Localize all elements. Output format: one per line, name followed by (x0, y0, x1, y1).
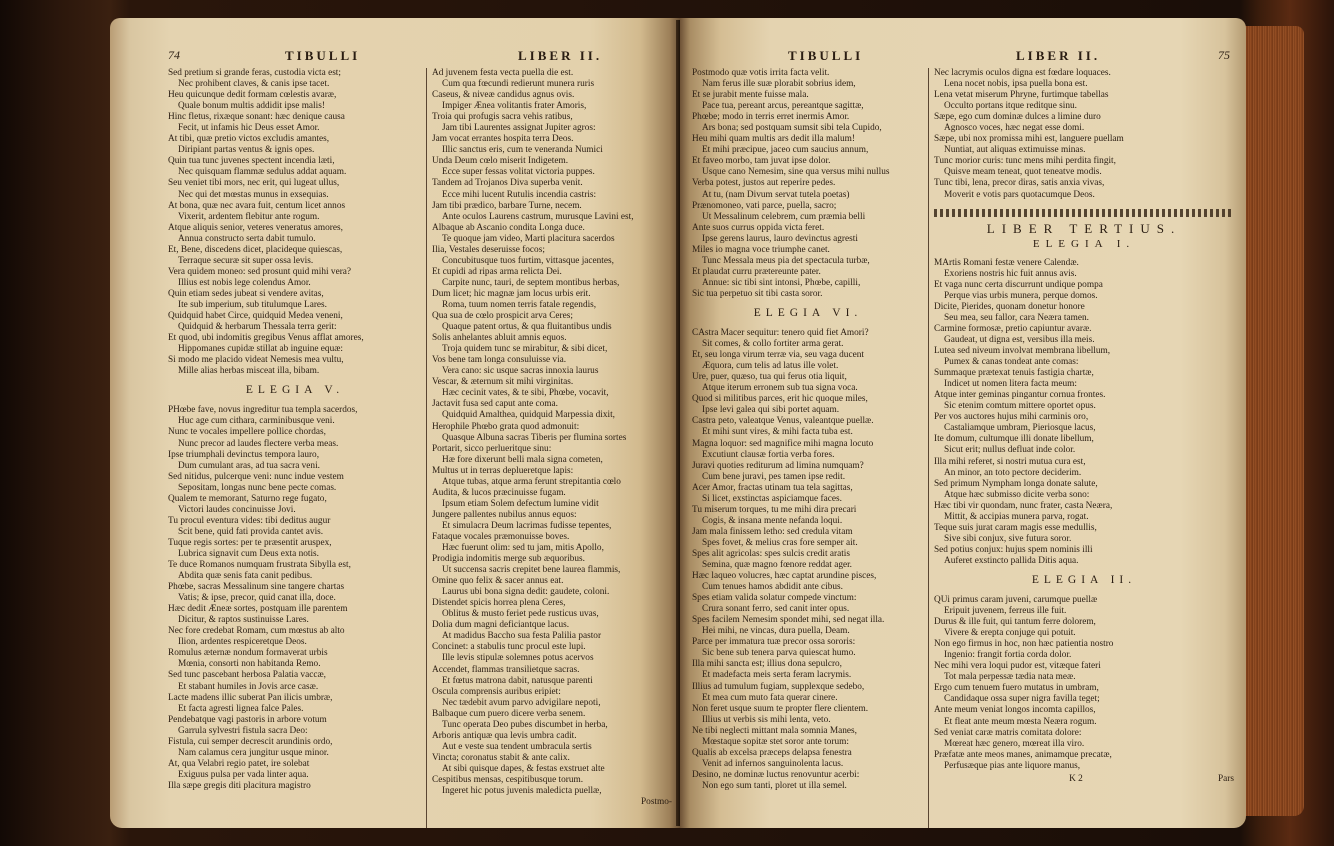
verse-line: Caseus, & niveæ candidus agnus ovis. (432, 90, 575, 101)
verse-line: Nec tædebit avum parvo advigilare nepoti, (442, 697, 601, 708)
verse-line: Te quoque jam video, Marti placitura sacerdos (442, 233, 615, 244)
verse-line: Ne tibi neglecti mittant mala somnia Manes, (692, 725, 857, 736)
verse-line: Nunc te vocales impellere pollice chordas, (168, 427, 326, 438)
verse-line: Eripuit juvenem, ferreus ille fuit. (944, 606, 1067, 617)
verse-line: Scit bene, quid fati provida cantet avis. (178, 526, 324, 537)
running-head-tibulli-left: TIBULLI (285, 48, 361, 63)
verse-line: Jam tibi prædico, barbare Turne, necem. (432, 200, 582, 211)
verse-line: Quod si militibus parces, erit hic quoque miles, (692, 394, 868, 405)
verse-line: Heu quicunque dedit formam cœlestis avaræ, (168, 90, 337, 101)
verse-line: Magna loquor: sed magnifice mihi magna locuto (692, 438, 874, 449)
verse-line: Ergo cum tenuem fuero mutatus in umbram, (934, 683, 1099, 694)
verse-line: Miles io magna voce triumphe canet. (692, 244, 830, 255)
verse-line: Albaque ab Ascanio condita Longa duce. (432, 222, 585, 233)
verse-line: Spes alit agricolas: spes sulcis credit aratis (692, 548, 851, 559)
verse-line: Ut Messalinum celebrem, cum præmia belli (702, 211, 866, 222)
verse-line: Fecit, ut infamis hic Deus esset Amor. (178, 123, 320, 134)
verse-line: An minor, an toto pectore deciderim. (944, 467, 1082, 478)
verse-line: Durus & ille fuit, qui tantum ferre dolorem, (934, 617, 1096, 628)
elegia-1-title: ELEGIA I. (1032, 237, 1136, 250)
verse-line: Atque aliquis senior, veteres veneratus amores, (168, 222, 343, 233)
verse-line: Et se jurabit mente fuisse mala. (692, 90, 809, 101)
verse-line: Te duce Romanos numquam frustrata Sibylla est, (168, 560, 351, 571)
verse-line: Vincta; coronatus stabit & ante calix. (432, 752, 570, 763)
verse-line: Ipsum etiam Solem defectum lumine vidit (442, 498, 599, 509)
verse-line: Fataque vocales præmonuisse boves. (432, 531, 570, 542)
page-number-left: 74 (168, 48, 180, 62)
verse-line: Illius ad tumulum fugiam, supplexque sedebo, (692, 681, 865, 692)
verse-line: Vescar, & æternum sit mihi virginitas. (432, 377, 574, 388)
verse-line: QUi primus caram juveni, carumque puellæ (934, 595, 1098, 606)
verse-line: Ante oculos Laurens castrum, murusque Lavini est, (442, 211, 634, 222)
verse-line: Tot mala perpessæ tædia nata meæ. (944, 672, 1076, 683)
verse-line: Et fœtus matrona dabit, natusque parenti (442, 675, 593, 686)
verse-line: Et plaudat curru prætereunte pater. (692, 266, 821, 277)
verse-line: Sed nitidus, pulcerque veni: nunc indue vestem (168, 471, 344, 482)
verse-line: Nec quisquam flammæ sedulus addat aquam. (178, 167, 347, 178)
verse-line: Balbaque cum puero dicere verba senem. (432, 708, 586, 719)
verse-line: Sic bene sub tenera parva quiescat humo. (702, 648, 856, 659)
ornament-band (934, 209, 1234, 217)
verse-line: Lena nocet nobis, ipsa puella bona est. (944, 79, 1088, 90)
verse-line: Qualem te memorant, Saturno rege fugato, (168, 493, 327, 504)
signature-mark: K 2 (1069, 773, 1083, 784)
verse-line: Nam ferus ille suæ plorabit sobrius idem, (702, 79, 856, 90)
verse-line: Indicet ut nomen litera facta meum: (944, 379, 1077, 390)
verse-line: MArtis Romani festæ venere Calendæ. (934, 257, 1079, 268)
verse-line: Hippomanes cupidæ stillat ab inguine equæ: (178, 344, 343, 355)
verse-line: Vos bene tam longa consuluisse via. (432, 355, 567, 366)
verse-line: Sæpe, ego cum dominæ dulces a limine duro (934, 112, 1101, 123)
verse-line: Ilia, Vestales deseruisse focos; (432, 244, 545, 255)
verse-line: Lena vetat miserum Phryne, furtimque tabellas (934, 90, 1109, 101)
verse-line: Hæc laqueo volucres, hæc captat arundine pisces, (692, 571, 877, 582)
verse-line: Sed pretium si grande feras, custodia victa est; (168, 68, 341, 78)
verse-line: Vatis; & ipse, precor, quid canat illa, doce. (178, 593, 336, 604)
verse-line: Pendebatque vagi pastoris in arbore votum (168, 714, 327, 725)
verse-line: Ars bona; sed postquam sumsit sibi tela Cupido, (702, 123, 882, 134)
verse-line: Perque vias urbis munera, perque domos. (944, 290, 1098, 301)
verse-line: Hæc cecinit vates, & te sibi, Phœbe, vocavit, (442, 388, 609, 399)
verse-line: Sed veniat caræ matris comitata dolore: (934, 727, 1082, 738)
verse-line: Ite domum, cultumque illi donate libellum, (934, 434, 1094, 445)
verse-line: Ante suos currus oppida victa feret. (692, 222, 825, 233)
verse-line: Cogis, & insana mente nefanda loqui. (702, 515, 843, 526)
verse-line: Mœstaque sopitæ stet soror ante torum: (702, 736, 849, 747)
verse-line: Nam calamus cera jungitur usque minor. (178, 747, 329, 758)
verse-line: Abdita quæ senis fata canit pedibus. (178, 571, 313, 582)
verse-line: Laurus ubi bona signa dedit: gaudete, coloni. (442, 587, 610, 598)
verse-line: Sic tua perpetuo sit tibi casta soror. (692, 288, 823, 299)
verse-line: Æquora, cum telis ad latus ille volet. (702, 361, 839, 372)
verse-line: Ecce mihi lucent Rutulis incendia castris: (442, 189, 597, 200)
right-page (680, 18, 1246, 828)
verse-line: Et quod, ubi indomitis gregibus Venus afflat amores, (168, 333, 364, 344)
verse-line: Vixerit, ardentem flebitur ante rogum. (178, 211, 320, 222)
verse-line: Ecce super fessas volitat victoria puppes. (442, 167, 595, 178)
verse-line: Non feret usque suum te propter flere clientem. (692, 703, 869, 714)
verse-line: Cum qua fœcundi redierunt munera ruris (442, 79, 595, 90)
verse-line: Spes facilem Nemesim spondet mihi, sed negat illa. (692, 615, 885, 626)
verse-line: Et faveo morbo, tam juvat ipse dolor. (692, 156, 831, 167)
verse-line: Atque inter geminas pingantur cornua frontes. (934, 390, 1106, 401)
verse-line: Tandem ad Trojanos Diva superba venit. (432, 178, 583, 189)
verse-line: Atque hæc submisso dicite verba sono: (944, 489, 1090, 500)
verse-line: Cum bene juravi, pes tamen ipse redit. (702, 471, 846, 482)
verse-line: Per vos auctores hujus mihi carminis oro, (934, 412, 1089, 423)
verse-line: Troia qui profugis sacra vehis ratibus, (432, 112, 573, 123)
verse-line: Nec prohibent claves, & canis ipse tacet. (178, 79, 330, 90)
verse-line: Jactavit fusa sed caput ante coma. (432, 399, 558, 410)
verse-line: Impiger Ænea volitantis frater Amoris, (442, 101, 587, 112)
verse-line: Sic etenim comtum mittere oportet opus. (944, 401, 1096, 412)
verse-line: Exiguus pulsa per vada linter aqua. (178, 769, 309, 780)
verse-line: Nunc precor ad laudes flectere verba meas. (178, 438, 339, 449)
verse-line: Excutiunt clausæ fortia verba fores. (702, 449, 835, 460)
verse-line: Tu procul eventura vides: tibi deditus augur (168, 515, 331, 526)
verse-line: Auferet exstincto pallida Ditis aqua. (944, 555, 1079, 566)
verse-line: Carmine formosæ, pretio capiuntur avaræ. (934, 323, 1092, 334)
verse-line: Lacte madens illic suberat Pan ilicis umbræ, (168, 692, 333, 703)
left-page (110, 18, 680, 828)
verse-line: Et mihi præcipue, jaceo cum saucius annum, (702, 145, 869, 156)
verse-line: At madidus Baccho sua festa Palilia pastor (442, 631, 602, 642)
verse-line: Qua sua de cœlo prospicit arva Ceres; (432, 311, 573, 322)
verse-line: Hæc fuerunt olim: sed tu jam, mitis Apollo, (442, 543, 604, 554)
verse-line: Quin etiam sedes jubeat si vendere avitas, (168, 288, 324, 299)
verse-line: Garrula sylvestri fistula sacra Deo: (178, 725, 308, 736)
verse-line: Illa mihi referet, si nostri mutua cura est, (934, 456, 1086, 467)
verse-line: Verba potest, justos aut reperire pedes. (692, 178, 836, 189)
verse-line: Parce per immatura tuæ precor ossa sororis: (692, 637, 856, 648)
verse-line: Candidaque ossa super nigra favilla teget; (944, 694, 1100, 705)
verse-line: Ure, puer, quæso, tua qui ferus otia liquit, (692, 372, 847, 383)
verse-line: Audita, & lucos præcinuisse fugam. (432, 487, 566, 498)
verse-line: Jam vocat errantes hospita terra Deos. (432, 134, 574, 145)
verse-line: Desino, ne dominæ luctus renovuntur acerbi: (692, 769, 860, 780)
verse-line: Quaque patent ortus, & qua fluitantibus undis (442, 322, 612, 333)
verse-line: Distendet spicis horrea plena Ceres, (432, 598, 566, 609)
verse-line: Quidquid habet Circe, quidquid Medea veneni, (168, 311, 343, 322)
verse-line: Exoriens nostris hic fuit annus avis. (944, 268, 1077, 279)
verse-line: Atque iterum erronem sub tua signa voca. (702, 383, 858, 394)
verse-line: Arboris antiquæ qua levis umbra cadit. (432, 730, 577, 741)
verse-line: Occulto portans itque reditque sinu. (944, 101, 1077, 112)
verse-line: Dolia dum magni deficiantque lacus. (432, 620, 570, 631)
verse-line: Spes etiam valida solatur compede vinctum: (692, 593, 857, 604)
verse-line: At tu, (nam Divum servat tutela poetas) (702, 189, 850, 200)
elegia-5-title: ELEGIA V. (245, 384, 345, 397)
verse-line: Terraque securæ sit super ossa levis. (178, 255, 314, 266)
verse-line: Sed tunc pascebant herbosa Palatia vaccæ, (168, 670, 326, 681)
verse-line: Ille levis stipulæ solemnes potus acervos (442, 653, 594, 664)
verse-line: Troja quidem tunc se mirabitur, & sibi dicet, (442, 344, 608, 355)
verse-line: Concubitusque tuos furtim, vittasque jacentes, (442, 255, 614, 266)
verse-line: Illa mihi sancta est; illius dona sepulcro, (692, 659, 843, 670)
verse-line: Et, Bene, discedens dicet, placideque quiescas, (168, 244, 343, 255)
verse-line: Herophile Phœbo grata quod admonuit: (432, 421, 580, 432)
verse-line: Et simulacra Deum lacrimas fudisse tepentes, (442, 520, 612, 531)
verse-line: Dum cumulant aras, ad tua sacra veni. (178, 460, 320, 471)
catchword-left: Postmo- (641, 797, 672, 808)
verse-line: Quidquid & herbarum Thessala terra gerit: (178, 322, 337, 333)
page-number-right: 75 (1218, 48, 1230, 62)
verse-line: Mœnia, consorti non habitanda Remo. (178, 659, 321, 670)
verse-line: Pumex & canas tondeat ante comas: (944, 357, 1079, 368)
verse-line: Prænomoneo, vati parce, puella, sacro; (692, 200, 837, 211)
verse-line: Pace tua, pereant arcus, pereantque sagittæ, (702, 101, 864, 112)
verse-line: Et cupidi ad ripas arma relicta Dei. (432, 266, 562, 277)
verse-line: Oblitus & musto feriet pede rusticus uvas, (442, 609, 599, 620)
verse-line: Ante meum veniat longos incomta capillos, (934, 705, 1096, 716)
verse-line: Dicitur, & raptos sustinuisse Lares. (178, 615, 309, 626)
verse-line: Jam tibi Laurentes assignat Jupiter agros: (442, 123, 596, 134)
verse-line: Sit comes, & collo fortiter arma gerat. (702, 339, 844, 350)
verse-line: Nec qui det mœstas munus in exsequias. (178, 189, 329, 200)
verse-line: Unda Deum cœlo miserit Indigetem. (432, 156, 569, 167)
verse-line: Omine quo felix & sacer annus eat. (432, 576, 564, 587)
verse-line: Ilion, ardentes respiceretque Deos. (178, 637, 307, 648)
verse-line: Quasque Albuna sacras Tiberis per flumina sortes (442, 432, 627, 443)
verse-line: Et mihi sunt vires, & mihi facta tuba est. (702, 427, 853, 438)
verse-line: Sed primum Nympham longa donate salute, (934, 478, 1098, 489)
elegia-6-title: ELEGIA VI. (753, 306, 863, 319)
verse-line: Illic sanctus eris, cum te veneranda Numici (442, 145, 603, 156)
verse-line: Concinet: a stabulis tunc procul este lupi. (432, 642, 586, 653)
verse-line: Postmodo quæ votis irrita facta velit. (692, 68, 830, 78)
verse-line: Phœbe, sacras Messalinum sine tangere chartas (168, 582, 345, 593)
verse-line: Illius est nobis lege colendus Amor. (178, 277, 311, 288)
verse-line: Hæc dedit Æneæ sortes, postquam ille parentem (168, 604, 348, 615)
right-page-column-2 (934, 68, 1234, 818)
verse-line: Ipse triumphali devinctus tempora lauro, (168, 449, 320, 460)
verse-line: Atque tubas, atque arma ferunt strepitantia cœlo (442, 476, 621, 487)
liber-tertius-title: LIBER TERTIUS. (986, 220, 1182, 236)
verse-line: Jam mala finissem letho: sed credula vitam (692, 526, 853, 537)
verse-line: PHœbe fave, novus ingreditur tua templa sacerdos, (168, 405, 358, 416)
verse-line: Illa sæpe gregis diti placitura magistro (168, 780, 311, 791)
verse-line: Jungere pallentes nubilus annus equos: (432, 509, 577, 520)
verse-line: Fistula, cui semper decrescit arundinis ordo, (168, 736, 333, 747)
verse-line: Ut succensa sacris crepitet bene laurea flammis, (442, 565, 621, 576)
verse-line: Dum licet; hic magnæ jam locus urbis erit. (432, 288, 591, 299)
verse-line: Spes fovet, & melius cras fore semper ait. (702, 537, 858, 548)
verse-line: Agnosco voces, hæc negat esse domi. (944, 123, 1085, 134)
verse-line: Et mea cum muto fata querar cinere. (702, 692, 838, 703)
verse-line: Præfatæ ante meos manes, animamque precatæ, (934, 749, 1112, 760)
verse-line: Illius ut verbis sis mihi lenta, veto. (702, 714, 831, 725)
verse-line: Hæc tibi vir quondam, nunc frater, casta Neæra, (934, 500, 1113, 511)
verse-line: At tibi, quæ pretio victos excludis amantes, (168, 134, 330, 145)
verse-line: Accendet, flammas transilietque sacras. (432, 664, 580, 675)
verse-line: Si licet, exstinctas aspiciamque faces. (702, 493, 842, 504)
verse-line: Hæ fore dixerunt belli mala signa cometen, (442, 454, 603, 465)
verse-line: Carpite nunc, tauri, de septem montibus herbas, (442, 277, 620, 288)
verse-line: Castra peto, valeatque Venus, valeantque puellæ. (692, 416, 874, 427)
verse-line: Tunc operata Deo pubes discumbet in herba, (442, 719, 608, 730)
verse-line: Non ego firmus in hoc, non hæc patientia nostro (934, 639, 1114, 650)
verse-line: Prodigia indomitis merge sub æquoribus. (432, 554, 585, 565)
verse-line: Huc age cum cithara, carminibusque veni. (178, 416, 335, 427)
verse-line: Et stabant humiles in Jovis arce casæ. (178, 681, 319, 692)
verse-line: Mille alias herbas misceat illa, bibam. (178, 366, 320, 377)
verse-line: At sibi quisque dapes, & festas exstruet alte (442, 763, 605, 774)
verse-line: Tunc tibi, lena, precor diras, satis anxia vivas, (934, 178, 1105, 189)
verse-line: Lubrica signavit cum Deus exta notis. (178, 548, 319, 559)
verse-line: Castaliamque umbram, Pieriosque lacus, (944, 423, 1096, 434)
verse-line: Dicite, Pierides, quonam donetur honore (934, 301, 1085, 312)
verse-line: Si modo me placido videat Nemesis mea vultu, (168, 355, 344, 366)
verse-line: Multus ut in terras deplueretque lapis: (432, 465, 574, 476)
catchword-right: Pars (1217, 773, 1234, 784)
verse-line: Perfusæque pias ante liquore manus, (944, 760, 1081, 771)
verse-line: Diripiant partas ventus & ignis opes. (178, 145, 315, 156)
verse-line: Cespitibus mensas, cespitibusque torum. (432, 775, 584, 785)
verse-line: Mœreat hæc genero, mœreat illa viro. (944, 738, 1085, 749)
verse-line: Heu mihi quam multis ars dedit illa malum! (692, 134, 855, 145)
verse-line: Vera cano: sic usque sacras innoxia laurus (442, 366, 599, 377)
verse-line: Et vaga nunc certa discurrunt undique pompa (934, 279, 1103, 290)
verse-line: Vera quidem moneo: sed prosunt quid mihi vera? (168, 266, 352, 277)
verse-line: Quidquid Amalthea, quidquid Marpessia dixit, (442, 410, 616, 421)
page-footer-right (934, 774, 1234, 785)
verse-line: Seu veniet tibi mors, nec erit, qui lugeat ullus, (168, 178, 340, 189)
running-head-tibulli-right: TIBULLI (788, 48, 864, 63)
verse-line: Sæpe, ubi nox promissa mihi est, languere puellam (934, 134, 1124, 145)
verse-line: Ipse levi galea qui sibi portet aquam. (702, 405, 840, 416)
verse-line: Juravi quoties rediturum ad limina numquam? (692, 460, 864, 471)
verse-line: CAstra Macer sequitur: tenero quid fiet Amori? (692, 328, 869, 339)
verse-line: Qualis ab excelsa præceps delapsa fenestra (692, 747, 852, 758)
verse-line: Tuque regis sortes: per te præsentit aruspex, (168, 537, 332, 548)
elegia-2-title: ELEGIA II. (1031, 573, 1137, 586)
verse-line: Usque cano Nemesim, sine qua versus mihi nullus (702, 167, 890, 178)
running-head-liber-right: LIBER II. (1016, 48, 1101, 63)
verse-line: Quale bonum multis addidit ipse malis! (178, 101, 325, 112)
verse-line: Nec mihi vera loqui pudor est, vitæque fateri (934, 661, 1101, 672)
verse-line: Romulus æternæ nondum formaverat urbis (168, 648, 328, 659)
verse-line: Sive sibi conjux, sive futura soror. (944, 533, 1072, 544)
verse-line: Aut e veste sua tendent umbracula sertis (442, 741, 592, 752)
verse-line: Tunc Messala meus pia det spectacula turbæ, (702, 255, 870, 266)
right-page-column-1 (692, 68, 924, 818)
verse-line: Hei mihi, ne vincas, dura puella, Deam. (702, 626, 850, 637)
verse-line: Mittit, & accipias munera parva, rogat. (944, 511, 1089, 522)
verse-line: Crura sonant ferro, sed canit inter opus. (702, 604, 850, 615)
verse-line: Tu miserum torques, tu me mihi dira precari (692, 504, 857, 515)
verse-line: Et, seu longa virum terræ via, seu vaga ducent (692, 350, 864, 361)
verse-line: Ingeret hic potus juvenis maledicta puellæ, (442, 786, 602, 797)
verse-line: Annua constructo serta dabit tumulo. (178, 233, 316, 244)
verse-line: Sepositam, longas nunc bene pecte comas. (178, 482, 337, 493)
verse-line: Oscula comprensis auribus eripiet: (432, 686, 561, 697)
column-rule-right (928, 68, 929, 828)
verse-line: Sicut erit; nullus defluat inde color. (944, 445, 1076, 456)
verse-line: Semina, quæ magno fœnore reddat ager. (702, 560, 852, 571)
verse-line: Portarit, sicco perlueritque sinu: (432, 443, 552, 454)
verse-line: Teque suis jurat caram magis esse medullis, (934, 522, 1097, 533)
verse-line: Seu mea, seu fallor, cara Neæra tamen. (944, 312, 1089, 323)
verse-line: Vivere & erepta conjuge qui potuit. (944, 628, 1076, 639)
left-page-column-2 (432, 68, 672, 818)
verse-line: Nec fore credebat Romam, cum mœstus ab alto (168, 626, 345, 637)
verse-line: Lutea sed niveum involvat membrana libellum, (934, 346, 1111, 357)
verse-line: Ipse gerens laurus, lauro devinctus agresti (702, 233, 858, 244)
verse-line: Annue: sic tibi sint intonsi, Phœbe, capilli, (702, 277, 861, 288)
verse-line: Tunc morior curis: tunc mens mihi perdita fingit, (934, 156, 1116, 167)
verse-line: Et madefacta meis serta feram lacrymis. (702, 670, 852, 681)
page-edges (1244, 26, 1304, 816)
verse-line: At, qua Velabri regio patet, ire solebat (168, 758, 310, 769)
verse-line: Et facta agresti lignea falce Pales. (178, 703, 304, 714)
verse-line: Cum tenues hamos abdidit ante cibus. (702, 582, 843, 593)
verse-line: Ingenio: frangit fortia corda dolor. (944, 650, 1072, 661)
verse-line: Moverit e votis pars quotacumque Deos. (944, 189, 1095, 200)
left-page-column-1 (168, 68, 422, 818)
verse-line: Gaudeat, ut digna est, versibus illa meis. (944, 334, 1095, 345)
verse-line: Hinc fletus, rixæque sonant: hæc denique causa (168, 112, 345, 123)
running-head-liber-left: LIBER II. (518, 48, 603, 63)
verse-line: Nec lacrymis oculos digna est fœdare loquaces. (934, 68, 1111, 78)
verse-line: Nuntiat, aut aliquas extimuisse minas. (944, 145, 1086, 156)
verse-line: Victori laudes concinuisse Jovi. (178, 504, 296, 515)
verse-line: Quisve meam teneat, quot teneatve modis. (944, 167, 1102, 178)
verse-line: Summaque prætexat tenuis fastigia chartæ, (934, 368, 1094, 379)
verse-line: Solis anhelantes abluit amnis equos. (432, 333, 567, 344)
verse-line: Quin tua tunc juvenes spectent incendia læti, (168, 156, 335, 167)
verse-line: Phœbe; modo in terris erret inermis Amor. (692, 112, 850, 123)
verse-line: Roma, tuum nomen terris fatale regendis, (442, 299, 597, 310)
column-rule-left (426, 68, 427, 828)
verse-line: Venit ad infernos sanguinolenta lacus. (702, 758, 844, 769)
verse-line: At bona, quæ nec avara fuit, centum licet annos (168, 200, 346, 211)
verse-line: Ad juvenem festa vecta puella die est. (432, 68, 574, 78)
verse-line: Ite sub imperium, sub titulumque Lares. (178, 299, 327, 310)
verse-line: Non ego sum tanti, ploret ut illa semel. (702, 780, 847, 791)
verse-line: Et fleat ante meum mœsta Neæra rogum. (944, 716, 1097, 727)
verse-line: Sed potius conjux: hujus spem nominis illi (934, 544, 1093, 555)
verse-line: Acer Amor, fractas utinam tua tela sagittas, (692, 482, 853, 493)
